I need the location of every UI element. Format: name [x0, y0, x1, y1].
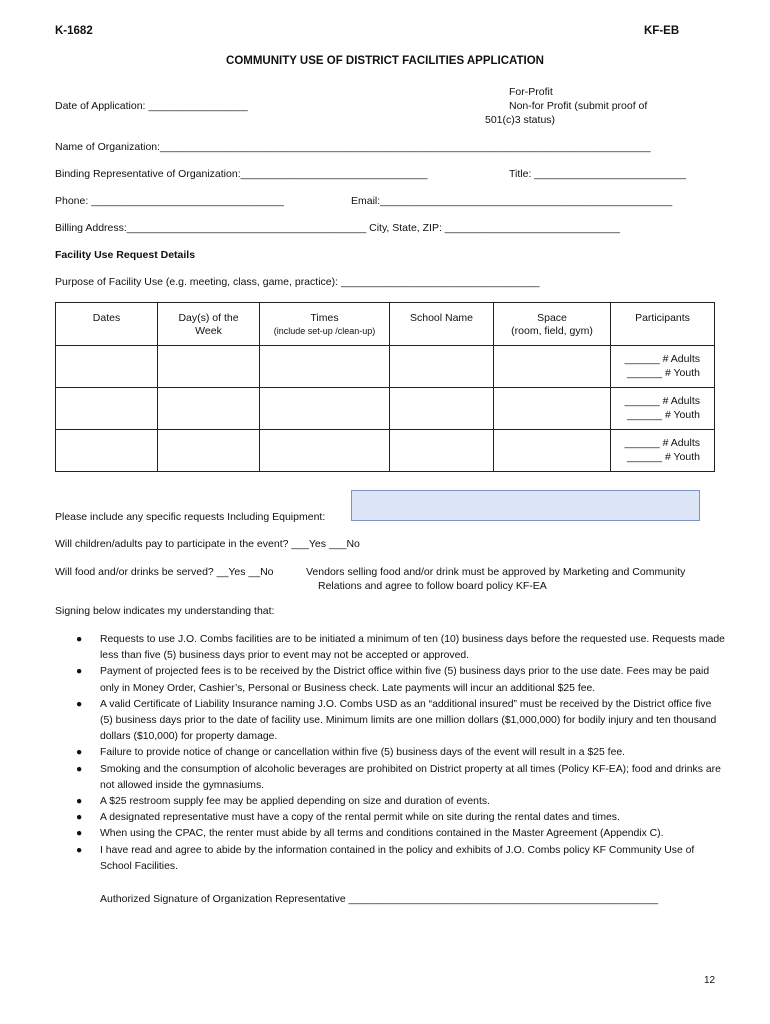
equipment-requests-input[interactable]: [351, 490, 700, 521]
title-field[interactable]: Title: __________________________: [509, 168, 687, 180]
days-cell[interactable]: [158, 388, 260, 430]
bullet-icon: ●: [76, 763, 83, 775]
bullet-icon: ●: [76, 666, 83, 678]
list-item: ● Payment of projected fees is to be received by the District office within five (5) business days prior to the use date. Fees may be paid only in Money Order, Cashier’s, Personal or Business check. Late payments will incur an additional $25 fee.: [76, 666, 710, 694]
bullet-icon: ●: [76, 634, 83, 645]
dates-cell[interactable]: [56, 346, 158, 388]
signature-field[interactable]: Authorized Signature of Organization Representative _____________________________________________________: [100, 893, 659, 905]
list-item: ● I have read and agree to abide by the information contained in the policy and exhibits of J.O. Combs policy KF Community Use of School Facilities.: [76, 844, 695, 872]
list-item: ● A $25 restroom supply fee may be applied depending on size and duration of events.: [55, 794, 725, 810]
page-number: 12: [704, 975, 716, 986]
policy-code: KF-EB: [644, 25, 680, 37]
times-cell[interactable]: [260, 388, 390, 430]
list-item: ● When using the CPAC, the renter must abide by all terms and conditions contained in the Master Agreement (Appendix C).: [55, 826, 725, 842]
participants-cell[interactable]: ______ # Adults ______ # Youth: [611, 388, 715, 430]
list-item: ● Smoking and the consumption of alcoholic beverages are prohibited on District property at all times (Policy KF-EA); food and drinks are not allowed inside the gymnasiums.: [76, 763, 721, 791]
bullet-icon: ●: [76, 747, 83, 759]
equipment-question: Please include any specific requests Including Equipment:: [55, 511, 326, 523]
section-heading: Facility Use Request Details: [55, 249, 196, 261]
bullet-icon: ●: [76, 844, 83, 856]
email-field[interactable]: Email:__________________________________________________: [351, 195, 673, 207]
list-item: ● A designated representative must have a copy of the rental permit while on site during the rental dates and times.: [55, 810, 725, 826]
list-item: ● A valid Certificate of Liability Insurance naming J.O. Combs USD as an “additional insured” must be received by the District office five (5) business days prior to the date of facility use. Minimum limits are one million dollars ($1,000,000) for bodily injury and ten thousand dollars ($10,000) for property damage.: [76, 698, 717, 743]
facility-request-table: [55, 302, 715, 472]
participants-cell[interactable]: ______ # Adults ______ # Youth: [611, 430, 715, 472]
bullet-icon: ●: [76, 812, 83, 824]
signing-intro: Signing below indicates my understanding that:: [55, 605, 275, 617]
dates-cell[interactable]: [56, 388, 158, 430]
page-title: COMMUNITY USE OF DISTRICT FACILITIES APPLICATION: [226, 55, 544, 67]
purpose-field[interactable]: Purpose of Facility Use (e.g. meeting, class, game, practice): __________________________________: [55, 276, 540, 288]
days-cell[interactable]: [158, 430, 260, 472]
col-school: School Name: [390, 303, 494, 346]
table-row: [56, 346, 715, 388]
times-cell[interactable]: [260, 346, 390, 388]
space-cell[interactable]: [494, 388, 611, 430]
binding-representative-field[interactable]: Binding Representative of Organization:________________________________: [55, 168, 428, 180]
phone-field[interactable]: Phone: _________________________________: [55, 195, 284, 207]
date-of-application-field[interactable]: Date of Application: _________________: [55, 100, 248, 112]
school-cell[interactable]: [390, 346, 494, 388]
for-profit-option[interactable]: For-Profit: [509, 86, 553, 98]
table-header-row: [56, 303, 715, 346]
dates-cell[interactable]: [56, 430, 158, 472]
col-times: Times (include set-up /clean-up): [260, 303, 390, 346]
organization-name-field[interactable]: Name of Organization:____________________________________________________________________________________: [55, 141, 651, 153]
space-cell[interactable]: [494, 430, 611, 472]
col-dates: Dates: [56, 303, 158, 346]
table-row: [56, 430, 715, 472]
school-cell[interactable]: [390, 388, 494, 430]
days-cell[interactable]: [158, 346, 260, 388]
bullet-icon: ●: [76, 796, 83, 808]
non-profit-option[interactable]: Non-for Profit (submit proof of: [509, 100, 648, 112]
food-question[interactable]: Will food and/or drinks be served? __Yes __No: [55, 566, 274, 578]
rules-list: [55, 632, 725, 875]
school-cell[interactable]: [390, 430, 494, 472]
participants-cell[interactable]: ______ # Adults ______ # Youth: [611, 346, 715, 388]
space-cell[interactable]: [494, 346, 611, 388]
vendor-note-cont: Relations and agree to follow board policy KF-EA: [318, 580, 547, 592]
col-participants: Participants: [611, 303, 715, 346]
list-item: ● Failure to provide notice of change or cancellation within five (5) business days of the event will result in a $25 fee.: [55, 745, 725, 761]
times-cell[interactable]: [260, 430, 390, 472]
list-item: ● Requests to use J.O. Combs facilities are to be initiated a minimum of ten (10) business days before the requested use. Requests made less than five (5) business days prior to event may not be accepted or approved.: [76, 634, 725, 662]
bullet-icon: ●: [76, 828, 83, 840]
col-space: Space (room, field, gym): [494, 303, 611, 346]
billing-address-field[interactable]: Billing Address:_________________________________________ City, State, ZIP: ______________________________: [55, 222, 620, 234]
pay-question[interactable]: Will children/adults pay to participate in the event? ___Yes ___No: [55, 538, 360, 550]
table-row: [56, 388, 715, 430]
bullet-icon: ●: [76, 698, 83, 710]
non-profit-option-cont: 501(c)3 status): [485, 114, 556, 126]
col-days: Day(s) of the Week: [158, 303, 260, 346]
form-code: K-1682: [55, 25, 93, 37]
vendor-note: Vendors selling food and/or drink must be approved by Marketing and Community: [306, 566, 686, 578]
